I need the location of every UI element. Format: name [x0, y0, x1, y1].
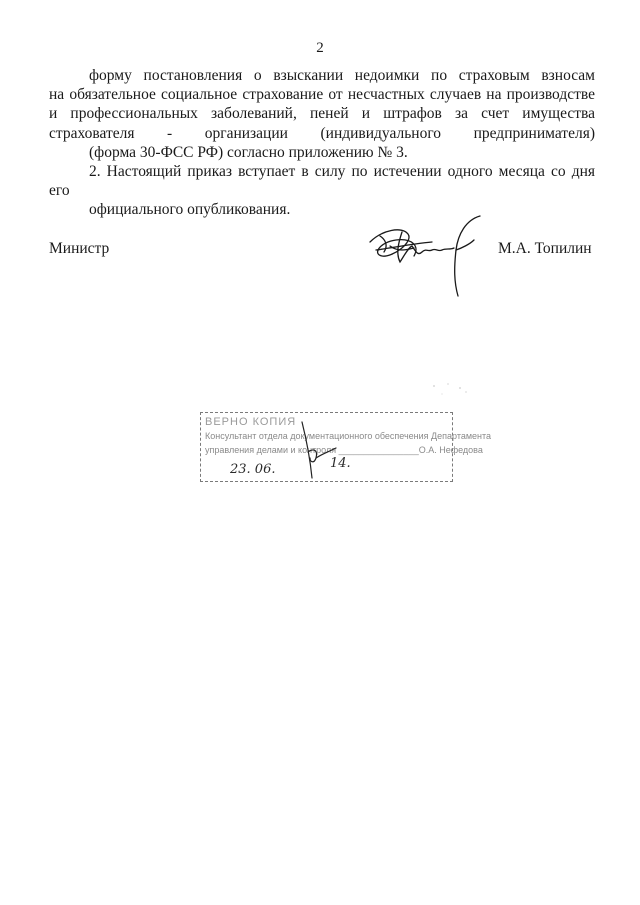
paragraph-1-line-5: (форма 30-ФСС РФ) согласно приложению № 3. — [89, 143, 408, 161]
stamp-date-year: 14. — [330, 456, 351, 471]
paragraph-1-line-3: и профессиональных заболеваний, пеней и штрафов за счет имущества — [49, 105, 595, 123]
minister-name: М.А. Топилин — [498, 240, 592, 257]
stamp-line-position: Консультант отдела документационного обеспечения Департамента — [205, 431, 492, 441]
paragraph-1-line-4: страхователя - организации (индивидуального предпринимателя) — [49, 124, 595, 142]
paragraph-1-line-2: на обязательное социальное страхование от несчастных случаев на производстве — [49, 86, 595, 104]
minister-signature-image — [362, 212, 492, 300]
minister-position-label: Министр — [49, 240, 110, 257]
scan-specks — [430, 380, 470, 400]
page-number: 2 — [316, 40, 324, 56]
paragraph-1 — [49, 66, 595, 162]
stamp-title: ВЕРНО КОПИЯ — [205, 416, 297, 428]
paragraph-1-line-1: форму постановления о взыскании недоимки по страховым взносам — [89, 67, 595, 84]
stamp-signature-image — [296, 418, 356, 482]
paragraph-2-line-1: 2. Настоящий приказ вступает в силу по истечении одного месяца со дня его — [49, 163, 595, 200]
stamp-line-signatory: управления делами и контроля ________________О.А. Нефедова — [205, 445, 483, 455]
paragraph-2-line-2: официального опубликования. — [89, 201, 291, 219]
paragraph-2 — [49, 162, 595, 220]
stamp-date-day-month: 23. 06. — [230, 462, 276, 477]
document-body — [49, 66, 595, 220]
